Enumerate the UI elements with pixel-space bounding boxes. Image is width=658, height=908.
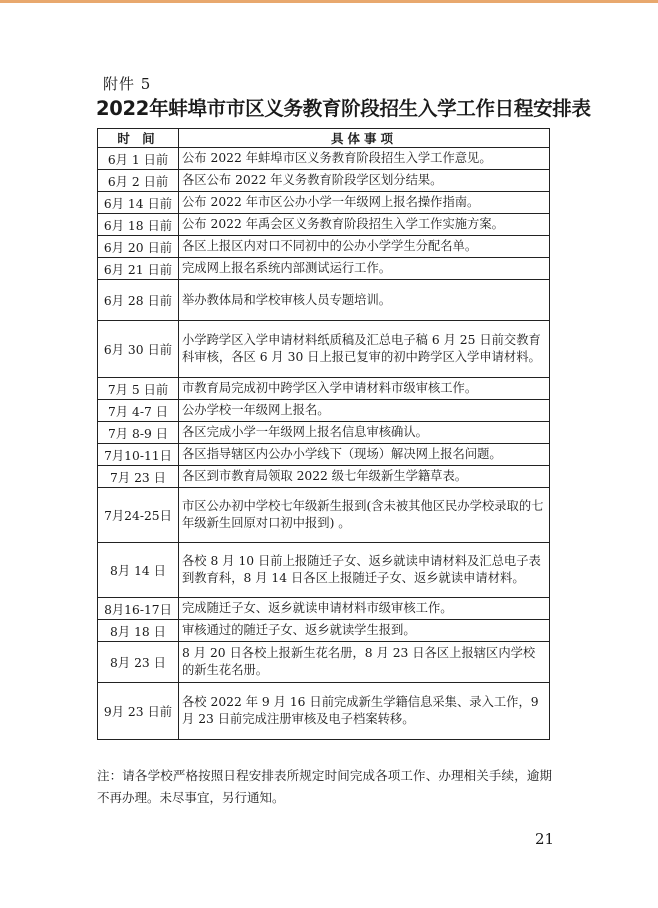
top-edge-rule: [0, 0, 658, 3]
row-date: 7月24-25日: [98, 488, 179, 543]
table-row: [98, 488, 550, 543]
row-item: 各校 8 月 10 日前上报随迁子女、返乡就读申请材料及汇总电子表到教育科，8 月 14 日各区上报随迁子女、返乡就读申请材料。: [179, 543, 550, 598]
table-header-row: [98, 129, 550, 148]
row-item: 举办教体局和学校审核人员专题培训。: [179, 280, 550, 321]
row-date: 7月 23 日: [98, 466, 179, 488]
row-date: 8月16-17日: [98, 598, 179, 620]
row-date: 7月 4-7 日: [98, 400, 179, 422]
table-row: [98, 321, 550, 378]
table-row: [98, 444, 550, 466]
row-date: 6月 28 日前: [98, 280, 179, 321]
row-item: 各区上报区内对口不同初中的公办小学学生分配名单。: [179, 236, 550, 258]
row-date: 6月 30 日前: [98, 321, 179, 378]
row-date: 8月 23 日: [98, 642, 179, 683]
attachment-label: 附件 5: [103, 75, 152, 93]
table-row: [98, 214, 550, 236]
page-number: 21: [535, 830, 555, 848]
row-date: 6月 2 日前: [98, 170, 179, 192]
table-row: [98, 236, 550, 258]
row-item: 各区指导辖区内公办小学线下（现场）解决网上报名问题。: [179, 444, 550, 466]
row-item: 完成网上报名系统内部测试运行工作。: [179, 258, 550, 280]
table-row: [98, 258, 550, 280]
row-item: 各区到市教育局领取 2022 级七年级新生学籍草表。: [179, 466, 550, 488]
row-item: 各校 2022 年 9 月 16 日前完成新生学籍信息采集、录入工作，9 月 23 日前完成注册审核及电子档案转移。: [179, 683, 550, 740]
row-item: 小学跨学区入学申请材料纸质稿及汇总电子稿 6 月 25 日前交教育科审核，各区 6 月 30 日上报已复审的初中跨学区入学申请材料。: [179, 321, 550, 378]
row-date: 6月 18 日前: [98, 214, 179, 236]
row-item: 公布 2022 年禹会区义务教育阶段招生入学工作实施方案。: [179, 214, 550, 236]
table-row: [98, 466, 550, 488]
row-item: 公办学校一年级网上报名。: [179, 400, 550, 422]
table-row: [98, 148, 550, 170]
row-date: 9月 23 日前: [98, 683, 179, 740]
footnote: 注：请各学校严格按照日程安排表所规定时间完成各项工作、办理相关手续，逾期不再办理。未尽事宜，另行通知。: [97, 768, 552, 805]
row-item: 公布 2022 年蚌埠市区义务教育阶段招生入学工作意见。: [179, 148, 550, 170]
row-date: 7月 5 日前: [98, 378, 179, 400]
table-row: [98, 280, 550, 321]
table-row: [98, 543, 550, 598]
row-item: 市区公办初中学校七年级新生报到(含未被其他区民办学校录取的七年级新生回原对口初中报到) 。: [179, 488, 550, 543]
table-row: [98, 683, 550, 740]
row-item: 完成随迁子女、返乡就读申请材料市级审核工作。: [179, 598, 550, 620]
row-date: 7月 8-9 日: [98, 422, 179, 444]
row-date: 6月 14 日前: [98, 192, 179, 214]
table-row: [98, 378, 550, 400]
table-row: [98, 620, 550, 642]
row-date: 6月 21 日前: [98, 258, 179, 280]
table-row: [98, 192, 550, 214]
row-date: 6月 20 日前: [98, 236, 179, 258]
table-row: [98, 642, 550, 683]
document-title: 2022年蚌埠市市区义务教育阶段招生入学工作日程安排表: [96, 97, 591, 120]
row-item: 市教育局完成初中跨学区入学申请材料市级审核工作。: [179, 378, 550, 400]
row-date: 6月 1 日前: [98, 148, 179, 170]
header-time: 时 间: [98, 129, 179, 148]
row-item: 各区公布 2022 年义务教育阶段学区划分结果。: [179, 170, 550, 192]
schedule-table: [97, 128, 550, 740]
table-row: [98, 598, 550, 620]
row-item: 审核通过的随迁子女、返乡就读学生报到。: [179, 620, 550, 642]
table-row: [98, 170, 550, 192]
row-item: 8 月 20 日各校上报新生花名册，8 月 23 日各区上报辖区内学校的新生花名册。: [179, 642, 550, 683]
row-date: 7月10-11日: [98, 444, 179, 466]
row-date: 8月 14 日: [98, 543, 179, 598]
header-details: 具体事项: [179, 129, 550, 148]
table-row: [98, 422, 550, 444]
table-row: [98, 400, 550, 422]
row-date: 8月 18 日: [98, 620, 179, 642]
row-item: 公布 2022 年市区公办小学一年级网上报名操作指南。: [179, 192, 550, 214]
row-item: 各区完成小学一年级网上报名信息审核确认。: [179, 422, 550, 444]
